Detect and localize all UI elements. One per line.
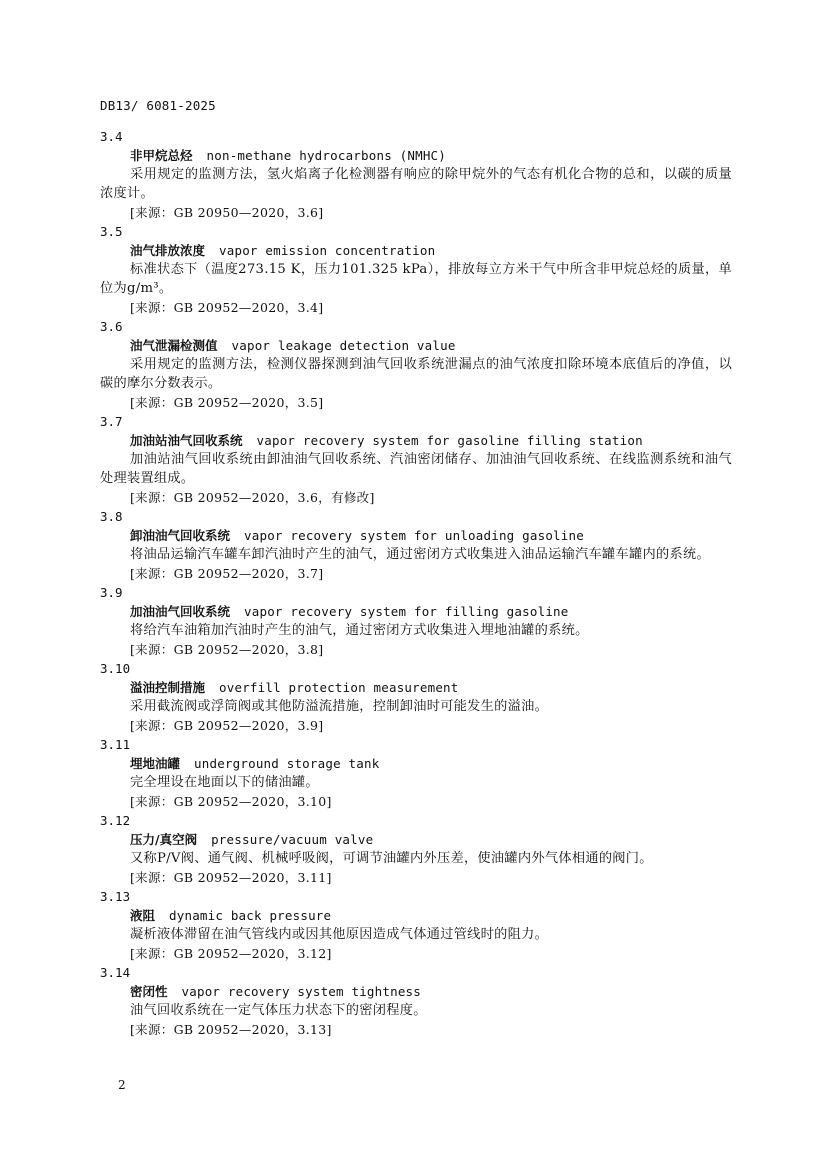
term-entry-3-14 — [100, 963, 732, 1039]
term-entry-3-6 — [100, 317, 732, 412]
term-english: vapor recovery system for gasoline filling station — [256, 433, 643, 448]
term-english: dynamic back pressure — [169, 908, 332, 923]
term-source: [来源：GB 20952—2020，3.12] — [130, 946, 332, 961]
term-chinese: 液阻 — [130, 908, 156, 923]
term-number: 3.13 — [100, 889, 131, 904]
term-heading — [100, 754, 732, 773]
term-definition: 标准状态下（温度273.15 K，压力101.325 kPa），排放每立方米干气中所含非甲烷总烃的质量，单位为g/m³。 — [100, 262, 732, 296]
term-english: pressure/vacuum valve — [211, 832, 374, 847]
page-number: 2 — [118, 1078, 126, 1092]
term-heading — [100, 602, 732, 621]
term-chinese: 密闭性 — [130, 984, 168, 999]
term-number: 3.8 — [100, 509, 123, 524]
term-source: [来源：GB 20952—2020，3.13] — [130, 1022, 332, 1037]
term-source: [来源：GB 20952—2020，3.6，有修改] — [130, 490, 375, 505]
term-number: 3.14 — [100, 965, 131, 980]
term-number: 3.9 — [100, 585, 123, 600]
term-heading — [100, 336, 732, 355]
term-definition: 采用规定的监测方法，检测仪器探测到油气回收系统泄漏点的油气浓度扣除环境本底值后的净值，以碳的摩尔分数表示。 — [100, 357, 732, 391]
term-source: [来源：GB 20952—2020，3.10] — [130, 794, 332, 809]
term-chinese: 加油油气回收系统 — [130, 604, 231, 619]
term-entry-3-9 — [100, 583, 732, 659]
term-definition: 采用规定的监测方法，氢火焰离子化检测器有响应的除甲烷外的气态有机化合物的总和，以碳的质量浓度计。 — [100, 167, 732, 201]
term-chinese: 油气泄漏检测值 — [130, 338, 218, 353]
term-entry-3-7 — [100, 412, 732, 507]
term-definition: 加油站油气回收系统由卸油油气回收系统、汽油密闭储存、加油油气回收系统、在线监测系统和油气处理装置组成。 — [100, 452, 732, 486]
term-definition: 又称P/V阀、通气阀、机械呼吸阀，可调节油罐内外压差，使油罐内外气体相通的阀门。 — [130, 851, 653, 866]
term-source: [来源：GB 20952—2020，3.4] — [130, 300, 324, 315]
term-chinese: 卸油油气回收系统 — [130, 528, 231, 543]
term-definition: 将给汽车油箱加汽油时产生的油气，通过密闭方式收集进入埋地油罐的系统。 — [130, 623, 589, 638]
term-heading — [100, 431, 732, 450]
term-english: vapor recovery system for filling gasoline — [244, 604, 569, 619]
term-entry-3-5 — [100, 222, 732, 317]
term-heading — [100, 241, 732, 260]
term-english: vapor leakage detection value — [231, 338, 456, 353]
term-chinese: 加油站油气回收系统 — [130, 433, 243, 448]
term-number: 3.6 — [100, 319, 123, 334]
term-entry-3-4 — [100, 127, 732, 222]
term-chinese: 压力/真空阀 — [130, 832, 198, 847]
term-heading — [100, 146, 732, 165]
term-source: [来源：GB 20950—2020，3.6] — [130, 205, 324, 220]
term-heading — [100, 982, 732, 1001]
term-english: vapor recovery system tightness — [181, 984, 422, 999]
document-code-header: DB13/ 6081-2025 — [100, 98, 216, 113]
term-definition: 凝析液体滞留在油气管线内或因其他原因造成气体通过管线时的阻力。 — [130, 927, 549, 942]
term-chinese: 埋地油罐 — [130, 756, 181, 771]
term-chinese: 油气排放浓度 — [130, 243, 206, 258]
term-number: 3.11 — [100, 737, 131, 752]
term-english: vapor recovery system for unloading gasoline — [244, 528, 584, 543]
term-definitions — [100, 127, 732, 1039]
term-number: 3.7 — [100, 414, 123, 429]
term-definition: 将油品运输汽车罐车卸汽油时产生的油气，通过密闭方式收集进入油品运输汽车罐车罐内的系统。 — [130, 547, 710, 562]
term-english: overfill protection measurement — [219, 680, 459, 695]
term-heading — [100, 906, 732, 925]
term-heading — [100, 678, 732, 697]
term-source: [来源：GB 20952—2020，3.11] — [130, 870, 332, 885]
term-chinese: 非甲烷总烃 — [130, 148, 193, 163]
term-english: vapor emission concentration — [219, 243, 436, 258]
term-source: [来源：GB 20952—2020，3.7] — [130, 566, 324, 581]
term-source: [来源：GB 20952—2020，3.5] — [130, 395, 324, 410]
term-number: 3.10 — [100, 661, 131, 676]
term-entry-3-8 — [100, 507, 732, 583]
term-entry-3-12 — [100, 811, 732, 887]
term-entry-3-11 — [100, 735, 732, 811]
term-heading — [100, 526, 732, 545]
term-number: 3.4 — [100, 129, 123, 144]
term-english: underground storage tank — [194, 756, 380, 771]
term-heading — [100, 830, 732, 849]
term-source: [来源：GB 20952—2020，3.8] — [130, 642, 324, 657]
term-definition: 采用截流阀或浮筒阀或其他防溢流措施，控制卸油时可能发生的溢油。 — [130, 699, 549, 714]
term-entry-3-13 — [100, 887, 732, 963]
term-source: [来源：GB 20952—2020，3.9] — [130, 718, 324, 733]
term-number: 3.12 — [100, 813, 131, 828]
term-definition: 油气回收系统在一定气体压力状态下的密闭程度。 — [130, 1003, 427, 1018]
term-definition: 完全埋设在地面以下的储油罐。 — [130, 775, 319, 790]
term-number: 3.5 — [100, 224, 123, 239]
term-english: non-methane hydrocarbons (NMHC) — [206, 148, 447, 163]
term-chinese: 溢油控制措施 — [130, 680, 206, 695]
term-entry-3-10 — [100, 659, 732, 735]
